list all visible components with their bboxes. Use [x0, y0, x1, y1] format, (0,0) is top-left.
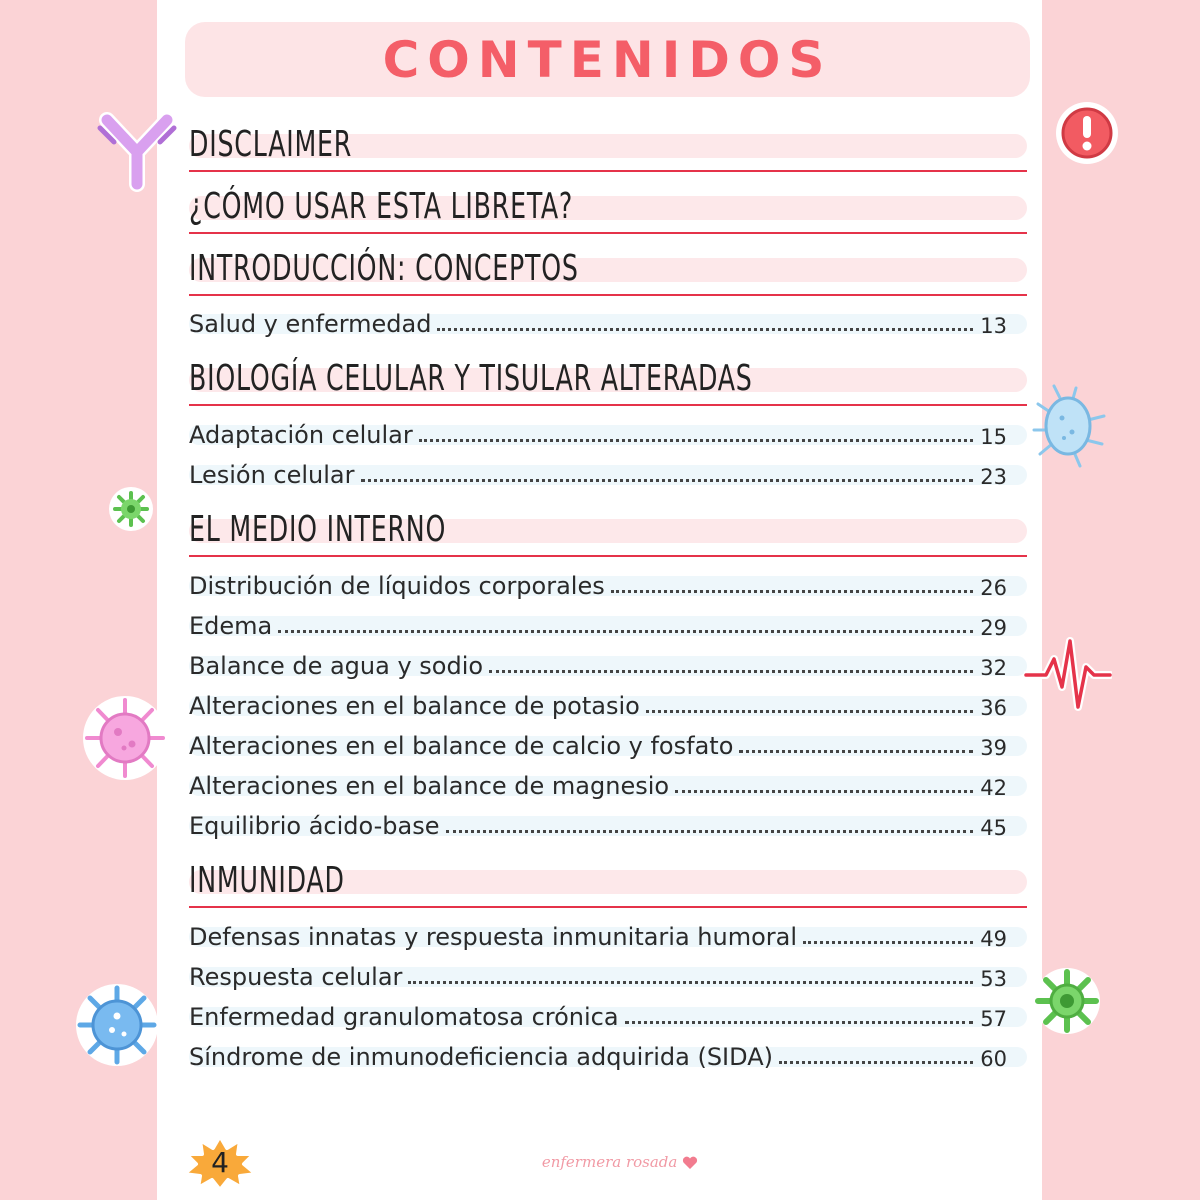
dot-leader	[646, 709, 973, 713]
notebook-page	[157, 0, 1042, 1200]
section-como-usar	[189, 182, 1027, 234]
entry-page: 49	[980, 927, 1007, 951]
heart-icon	[682, 1156, 698, 1170]
entry-page: 36	[980, 696, 1007, 720]
section-inmunidad	[189, 856, 1027, 908]
entry-label: Alteraciones en el balance de potasio	[189, 692, 640, 720]
section-medio-interno	[189, 505, 1027, 557]
toc-entry[interactable]	[189, 606, 1007, 640]
toc-entry[interactable]	[189, 686, 1007, 720]
section-rule	[189, 404, 1027, 406]
page-title: CONTENIDOS	[382, 30, 833, 89]
section-biologia	[189, 354, 1027, 406]
section-heading: INMUNIDAD	[189, 860, 345, 901]
section-rule	[189, 906, 1027, 908]
dot-leader	[408, 980, 973, 984]
virus-green-small-icon	[107, 485, 155, 533]
entry-label: Balance de agua y sodio	[189, 652, 484, 680]
section-introduccion	[189, 244, 1027, 296]
dot-leader	[489, 669, 973, 673]
entry-label: Distribución de líquidos corporales	[189, 572, 605, 600]
toc-entry[interactable]	[189, 997, 1007, 1031]
toc-entry[interactable]	[189, 957, 1007, 991]
section-rule	[189, 555, 1027, 557]
entry-page: 15	[980, 425, 1007, 449]
title-banner	[185, 22, 1030, 97]
entry-page: 26	[980, 576, 1007, 600]
entry-page: 42	[980, 776, 1007, 800]
entry-page: 45	[980, 816, 1007, 840]
section-heading: DISCLAIMER	[189, 124, 353, 165]
section-heading: ¿CÓMO USAR ESTA LIBRETA?	[189, 186, 574, 227]
toc-entry[interactable]	[189, 304, 1007, 338]
dot-leader	[739, 749, 973, 753]
toc-entry[interactable]	[189, 455, 1007, 489]
dot-leader	[278, 629, 973, 633]
dot-leader	[446, 829, 974, 833]
entry-label: Edema	[189, 612, 273, 640]
entry-label: Lesión celular	[189, 461, 355, 489]
entry-label: Síndrome de inmunodeficiencia adquirida (SIDA)	[189, 1043, 773, 1071]
dot-leader	[419, 438, 973, 442]
entry-page: 32	[980, 656, 1007, 680]
entry-page: 29	[980, 616, 1007, 640]
watermark	[530, 1153, 710, 1171]
dot-leader	[803, 940, 973, 944]
entry-page: 39	[980, 736, 1007, 760]
dot-leader	[437, 327, 973, 331]
toc-entry[interactable]	[189, 646, 1007, 680]
entry-label: Enfermedad granulomatosa crónica	[189, 1003, 619, 1031]
antibody-icon	[92, 102, 182, 194]
alert-icon	[1054, 100, 1120, 166]
dot-leader	[675, 789, 973, 793]
virus-green-icon	[1032, 966, 1102, 1036]
entry-label: Alteraciones en el balance de magnesio	[189, 772, 670, 800]
page-number-badge	[180, 1132, 260, 1192]
entry-label: Defensas innatas y respuesta inmunitaria humoral	[189, 923, 798, 951]
entry-label: Respuesta celular	[189, 963, 403, 991]
virus-blue-icon	[74, 980, 160, 1070]
section-rule	[189, 170, 1027, 172]
page-number: 4	[211, 1145, 229, 1179]
toc-entry[interactable]	[189, 726, 1007, 760]
section-rule	[189, 294, 1027, 296]
toc-entry[interactable]	[189, 766, 1007, 800]
entry-page: 57	[980, 1007, 1007, 1031]
entry-page: 23	[980, 465, 1007, 489]
dot-leader	[625, 1020, 973, 1024]
bacterium-blue-icon	[1030, 382, 1110, 472]
toc-entry[interactable]	[189, 806, 1007, 840]
heartbeat-icon	[1024, 635, 1112, 713]
section-disclaimer	[189, 120, 1027, 172]
dot-leader	[779, 1060, 973, 1064]
virus-pink-icon	[80, 690, 170, 786]
section-heading: BIOLOGÍA CELULAR Y TISULAR ALTERADAS	[189, 358, 753, 399]
entry-label: Adaptación celular	[189, 421, 413, 449]
dot-leader	[361, 478, 974, 482]
toc-entry[interactable]	[189, 415, 1007, 449]
watermark-text: enfermera rosada	[541, 1153, 678, 1171]
toc-entry[interactable]	[189, 566, 1007, 600]
entry-label: Salud y enfermedad	[189, 310, 432, 338]
entry-page: 13	[980, 314, 1007, 338]
entry-page: 53	[980, 967, 1007, 991]
section-heading: INTRODUCCIÓN: CONCEPTOS	[189, 248, 579, 289]
section-heading: EL MEDIO INTERNO	[189, 509, 447, 550]
section-rule	[189, 232, 1027, 234]
entry-page: 60	[980, 1047, 1007, 1071]
dot-leader	[611, 589, 973, 593]
entry-label: Alteraciones en el balance de calcio y fosfato	[189, 732, 734, 760]
toc-entry[interactable]	[189, 1037, 1007, 1071]
toc-entry[interactable]	[189, 917, 1007, 951]
entry-label: Equilibrio ácido-base	[189, 812, 440, 840]
